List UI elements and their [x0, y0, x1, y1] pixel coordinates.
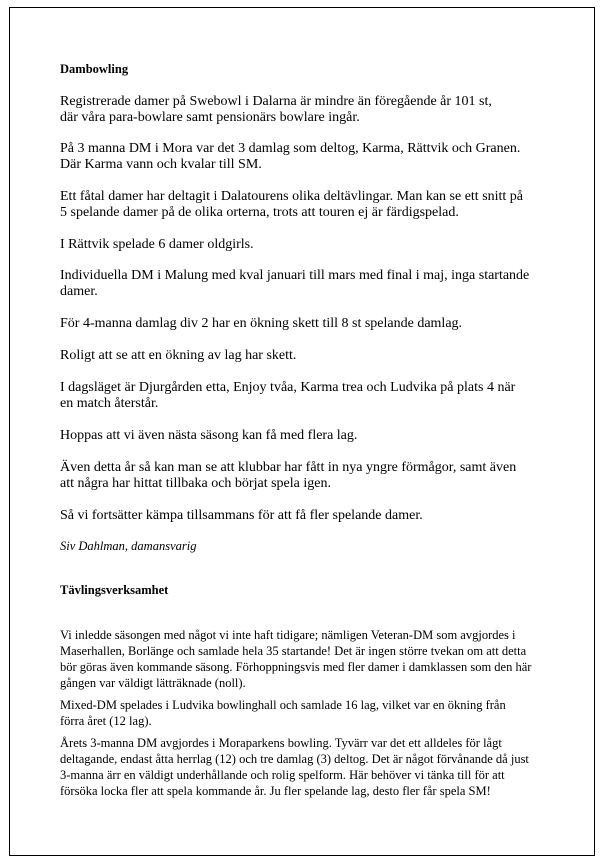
text-line: försöka locka fler att spela kommande år. Ju fler spelande lag, desto fler får spela SM!: [60, 784, 491, 798]
text-line: Individuella DM i Malung med kval januari till mars med final i maj, inga startande: [60, 268, 530, 283]
text-line: en match återstår.: [60, 396, 159, 411]
paragraph: [60, 627, 531, 691]
paragraph: [60, 316, 462, 332]
document-page: [9, 7, 595, 856]
text-line: Vi inledde säsongen med något vi inte haft tidigare; nämligen Veteran-DM som avgjordes i: [60, 628, 516, 642]
text-line: Även detta år så kan man se att klubbar har fått in nya yngre förmågor, samt även: [60, 460, 517, 475]
paragraph: [60, 348, 296, 364]
section-heading-dambowling: Dambowling: [60, 62, 129, 76]
paragraph: [60, 141, 520, 173]
text-line: Där Karma vann och kvalar till SM.: [60, 157, 262, 172]
text-line: deltagande, endast åtta herrlag (12) och tre damlag (3) deltog. Det är något förvånande då just: [60, 752, 529, 766]
paragraph: [60, 428, 357, 444]
paragraph: [60, 189, 523, 221]
paragraph: [60, 380, 515, 412]
text-line: På 3 manna DM i Mora var det 3 damlag som deltog, Karma, Rättvik och Granen.: [60, 141, 521, 156]
paragraph: [60, 697, 506, 729]
text-line: Årets 3-manna DM avgjordes i Moraparkens bowling. Tyvärr var det ett alldeles för lågt: [60, 736, 502, 750]
text-line: damer.: [60, 284, 98, 299]
paragraph: [60, 735, 529, 799]
text-line: där våra para-bowlare samt pensionärs bowlare ingår.: [60, 110, 360, 125]
text-line: I Rättvik spelade 6 damer oldgirls.: [60, 237, 254, 252]
text-line: Ett fåtal damer har deltagit i Dalatourens olika deltävlingar. Man kan se ett snitt på: [60, 189, 524, 204]
paragraph: [60, 94, 492, 126]
text-line: Registrerade damer på Swebowl i Dalarna är mindre än föregående år 101 st,: [60, 94, 492, 109]
text-line: att några har hittat tillbaka och börjat spela igen.: [60, 476, 331, 491]
text-line: Hoppas att vi även nästa säsong kan få med flera lag.: [60, 428, 358, 443]
section-heading-tavlingsverksamhet: Tävlingsverksamhet: [60, 583, 169, 597]
text-line: 3-manna ärr en väldigt underhållande och rolig spelform. Här behöver vi tänka till för att: [60, 768, 505, 782]
text-line: förra året (12 lag).: [60, 714, 152, 728]
text-line: För 4-manna damlag div 2 har en ökning skett till 8 st spelande damlag.: [60, 316, 463, 331]
paragraph: [60, 268, 529, 300]
text-line: I dagsläget är Djurgården etta, Enjoy tvåa, Karma trea och Ludvika på plats 4 när: [60, 380, 516, 395]
paragraph: [60, 508, 423, 524]
text-line: Så vi fortsätter kämpa tillsammans för att få fler spelande damer.: [60, 508, 423, 523]
text-line: Roligt att se att en ökning av lag har skett.: [60, 348, 297, 363]
text-line: Maserhallen, Borlänge och samlade hela 35 startande! Det är ingen större tvekan om att detta: [60, 644, 527, 658]
signature: Siv Dahlman, damansvarig: [60, 539, 197, 553]
text-line: Mixed-DM spelades i Ludvika bowlinghall och samlade 16 lag, vilket var en ökning från: [60, 698, 506, 712]
paragraph: [60, 237, 254, 253]
text-line: gången var väldigt lätträknade (noll).: [60, 676, 246, 690]
text-line: 5 spelande damer på de olika orterna, trots att touren ej är färdigspelad.: [60, 205, 459, 220]
text-line: bör göras även kommande säsong. Förhoppningsvis med fler damer i damklassen som den här: [60, 660, 532, 674]
paragraph: [60, 460, 516, 492]
